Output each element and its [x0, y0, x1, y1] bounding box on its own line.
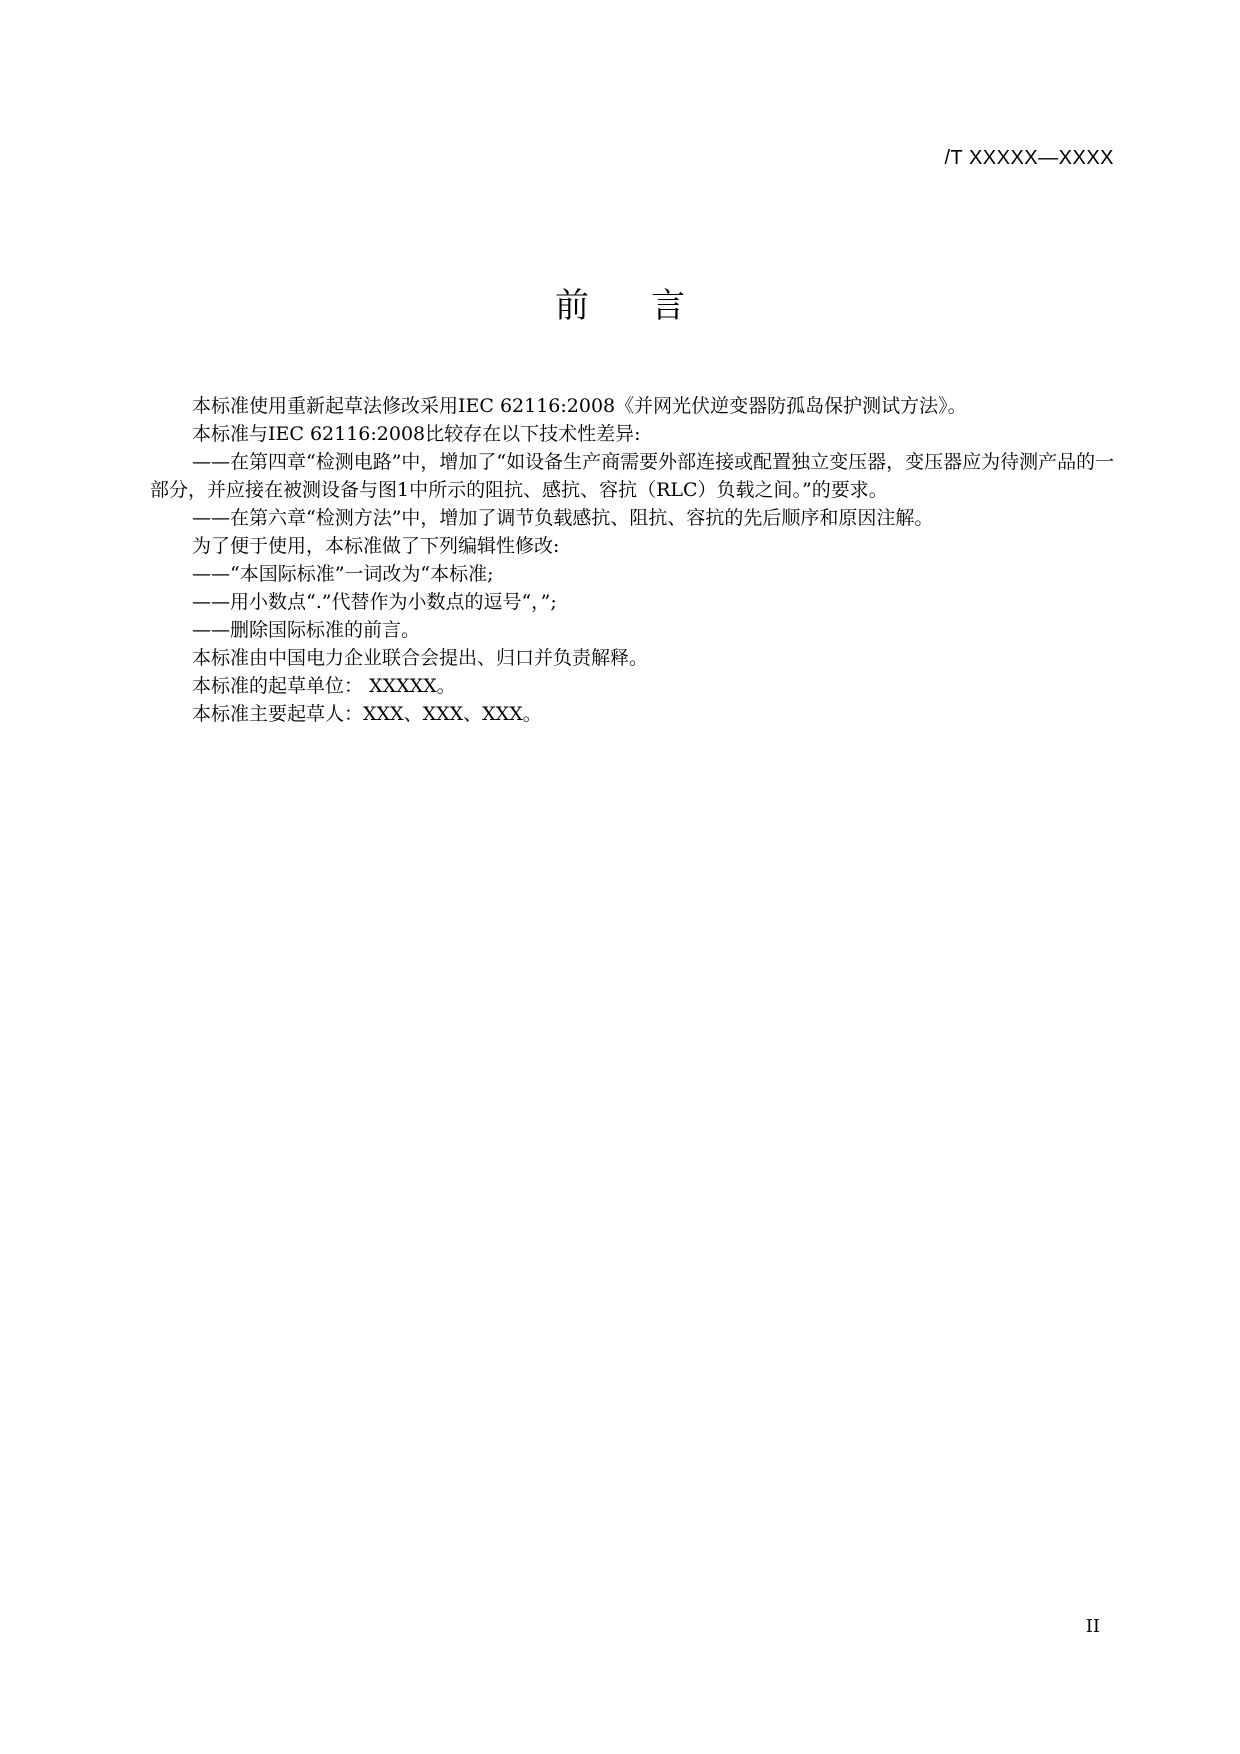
page-number: II — [1085, 1616, 1100, 1637]
paragraph: 本标准由中国电力企业联合会提出、归口并负责解释。 — [192, 647, 649, 669]
paragraph: 本标准的起草单位： XXXXX。 — [192, 675, 456, 697]
paragraph: 本标准与IEC 62116:2008比较存在以下技术性差异: — [192, 423, 641, 445]
page-title: 前言 — [555, 286, 747, 326]
paragraph: 本标准使用重新起草法修改采用IEC 62116:2008《并网光伏逆变器防孤岛保护测试方法》。 — [192, 395, 967, 417]
paragraph: ——在第六章“检测方法”中，增加了调节负载感抗、阻抗、容抗的先后顺序和原因注解。 — [192, 507, 934, 529]
paragraph: ——在第四章“检测电路”中，增加了“如设备生产商需要外部连接或配置独立变压器，变压器应为待测产品的一部分，并应接在被测设备与图1中所示的阻抗、感抗、容抗（RLC）负载之间。”的要求。 — [150, 451, 1115, 501]
paragraph: ——“本国际标准”一词改为“本标准; — [192, 563, 494, 585]
paragraph: 本标准主要起草人：XXX、XXX、XXX。 — [192, 703, 542, 725]
foreword-body — [150, 392, 1130, 728]
paragraph: ——删除国际标准的前言。 — [192, 619, 421, 641]
paragraph: 为了便于使用，本标准做了下列编辑性修改: — [192, 535, 560, 557]
standard-code: /T XXXXX—XXXX — [944, 147, 1114, 169]
paragraph: ——用小数点“.”代替作为小数点的逗号“，”; — [192, 591, 557, 613]
